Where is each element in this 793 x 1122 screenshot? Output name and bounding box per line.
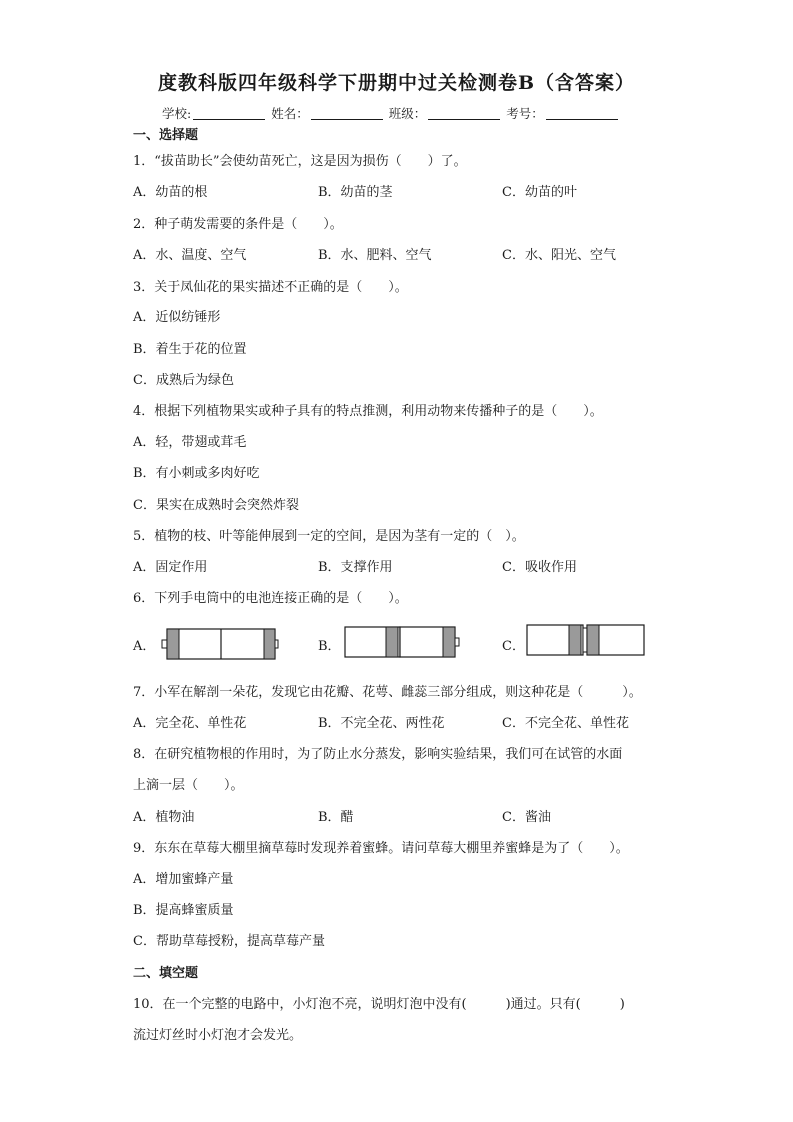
q5-option-a[interactable]: A．固定作用 (133, 560, 208, 575)
q7-option-b[interactable]: B．不完全花、两性花 (318, 716, 445, 731)
q8-option-c[interactable]: C．酱油 (502, 810, 551, 825)
student-info-line (162, 104, 624, 122)
q3-option-c[interactable]: C．成熟后为绿色 (133, 373, 234, 388)
q4-option-b[interactable]: B．有小刺或多肉好吃 (133, 466, 260, 481)
q4-option-c[interactable]: C．果实在成熟时会突然炸裂 (133, 498, 299, 513)
q1-option-a[interactable]: A．幼苗的根 (133, 185, 208, 200)
q3-option-a[interactable]: A．近似纺锤形 (133, 310, 221, 325)
question-10-line-2: 流过灯丝时小灯泡才会发光。 (133, 1028, 303, 1043)
question-2: 2．种子萌发需要的条件是（ ）。 (133, 217, 343, 232)
school-blank[interactable] (193, 108, 265, 120)
question-7: 7．小军在解剖一朵花，发现它由花瓣、花萼、雌蕊三部分组成，则这种花是（ ）。 (133, 685, 642, 700)
q4-option-a[interactable]: A．轻，带翅或茸毛 (133, 435, 247, 450)
school-label: 学校: (162, 106, 192, 121)
number-blank[interactable] (546, 108, 618, 120)
number-label: 考号： (506, 106, 544, 121)
q1-option-b[interactable]: B．幼苗的茎 (318, 185, 393, 200)
q8-option-b[interactable]: B．醋 (318, 810, 354, 825)
q6-diagram-b[interactable] (342, 624, 464, 660)
q2-option-a[interactable]: A．水、温度、空气 (133, 248, 247, 263)
name-label: 姓名： (271, 106, 309, 121)
q9-option-c[interactable]: C．帮助草莓授粉，提高草莓产量 (133, 934, 325, 949)
q9-option-b[interactable]: B．提高蜂蜜质量 (133, 903, 234, 918)
question-6: 6．下列手电筒中的电池连接正确的是（ ）。 (133, 591, 408, 606)
question-5: 5．植物的枝、叶等能伸展到一定的空间，是因为茎有一定的（ ）。 (133, 529, 525, 544)
q6-diagram-c[interactable] (525, 622, 647, 660)
q3-option-b[interactable]: B．着生于花的位置 (133, 342, 247, 357)
page-title: 度教科版四年级科学下册期中过关检测卷B（含答案） (157, 72, 636, 94)
q7-option-a[interactable]: A．完全花、单性花 (133, 716, 247, 731)
q6-option-a-label[interactable]: A． (133, 639, 156, 654)
q5-option-c[interactable]: C．吸收作用 (502, 560, 577, 575)
q8-option-a[interactable]: A．植物油 (133, 810, 195, 825)
name-blank[interactable] (311, 108, 383, 120)
question-1: 1．“拔苗助长”会使幼苗死亡，这是因为损伤（ ）了。 (133, 154, 467, 169)
question-3: 3．关于凤仙花的果实描述不正确的是（ ）。 (133, 280, 408, 295)
section-fill-heading: 二、填空题 (133, 966, 199, 981)
question-4: 4．根据下列植物果实或种子具有的特点推测，利用动物来传播种子的是（ ）。 (133, 404, 603, 419)
q1-option-c[interactable]: C．幼苗的叶 (502, 185, 577, 200)
class-label: 班级： (388, 106, 427, 121)
q9-option-a[interactable]: A．增加蜜蜂产量 (133, 872, 234, 887)
question-8-line-2: 上滴一层（ ）。 (133, 778, 244, 793)
q2-option-c[interactable]: C．水、阳光、空气 (502, 248, 616, 263)
q6-diagram-a[interactable] (161, 626, 279, 662)
q6-option-c-label[interactable]: C． (502, 639, 525, 654)
question-9: 9．东东在草莓大棚里摘草莓时发现养着蜜蜂。请问草莓大棚里养蜜蜂是为了（ ）。 (133, 841, 629, 856)
q5-option-b[interactable]: B．支撑作用 (318, 560, 393, 575)
q7-option-c[interactable]: C．不完全花、单性花 (502, 716, 629, 731)
question-8-line-1: 8．在研究植物根的作用时，为了防止水分蒸发，影响实验结果，我们可在试管的水面 (133, 747, 623, 762)
class-blank[interactable] (428, 108, 500, 120)
q2-option-b[interactable]: B．水、肥料、空气 (318, 248, 432, 263)
section-choice-heading: 一、选择题 (133, 128, 199, 143)
question-10-line-1: 10．在一个完整的电路中，小灯泡不亮，说明灯泡中没有( )通过。只有( ) (133, 997, 625, 1012)
q6-option-b-label[interactable]: B． (318, 639, 341, 654)
